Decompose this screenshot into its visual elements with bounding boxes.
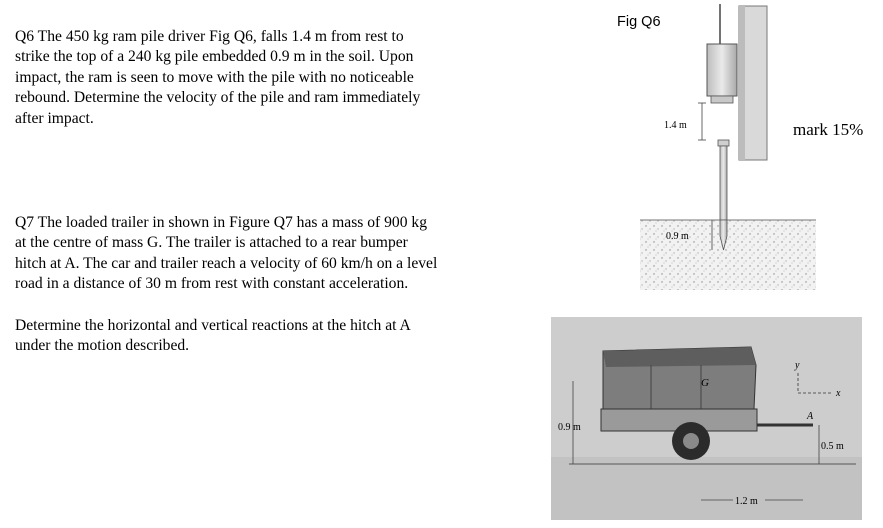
drop-height-label: 1.4 m <box>664 120 687 131</box>
pile-driver-figure <box>636 0 826 300</box>
embed-depth-label: 0.9 m <box>666 231 689 242</box>
hitch-label: A <box>807 411 814 422</box>
ram <box>707 44 737 96</box>
question-7-text: Q7 The loaded trailer in shown in Figure Q7 has a mass of 900 kg at the centre of mass G. The trailer is attached to a rear bumper hitch at A. The car and trailer reach a velocity of 60 km/h on a level road in a distance of 30 m from rest with constant acceleration. <box>15 214 438 293</box>
x-axis-label: x <box>836 388 841 399</box>
ram-base <box>711 96 733 103</box>
question-7-task: Determine the horizontal and vertical reactions at the hitch at A under the motion described. <box>15 317 411 355</box>
height-label: 0.9 m <box>558 422 581 433</box>
length-label: 1.2 m <box>735 496 758 507</box>
guide-rail-edge <box>739 6 745 160</box>
question-6-text: Q6 The 450 kg ram pile driver Fig Q6, falls 1.4 m from rest to strike the top of a 240 kg pile embedded 0.9 m in the soil. Upon impact, the ram is seen to move with the pile with no noticeable rebound. Determine the velocity of the pile and ram immediately after impact. <box>15 28 421 127</box>
mark-percentage: mark 15% <box>793 120 864 139</box>
hitch-height-label: 0.5 m <box>821 441 844 452</box>
center-of-mass-label: G <box>701 377 709 389</box>
pile-cap <box>718 140 729 146</box>
fig-q6-caption: Fig Q6 <box>617 14 661 30</box>
trailer-figure <box>551 317 862 520</box>
y-axis-label: y <box>795 360 800 371</box>
